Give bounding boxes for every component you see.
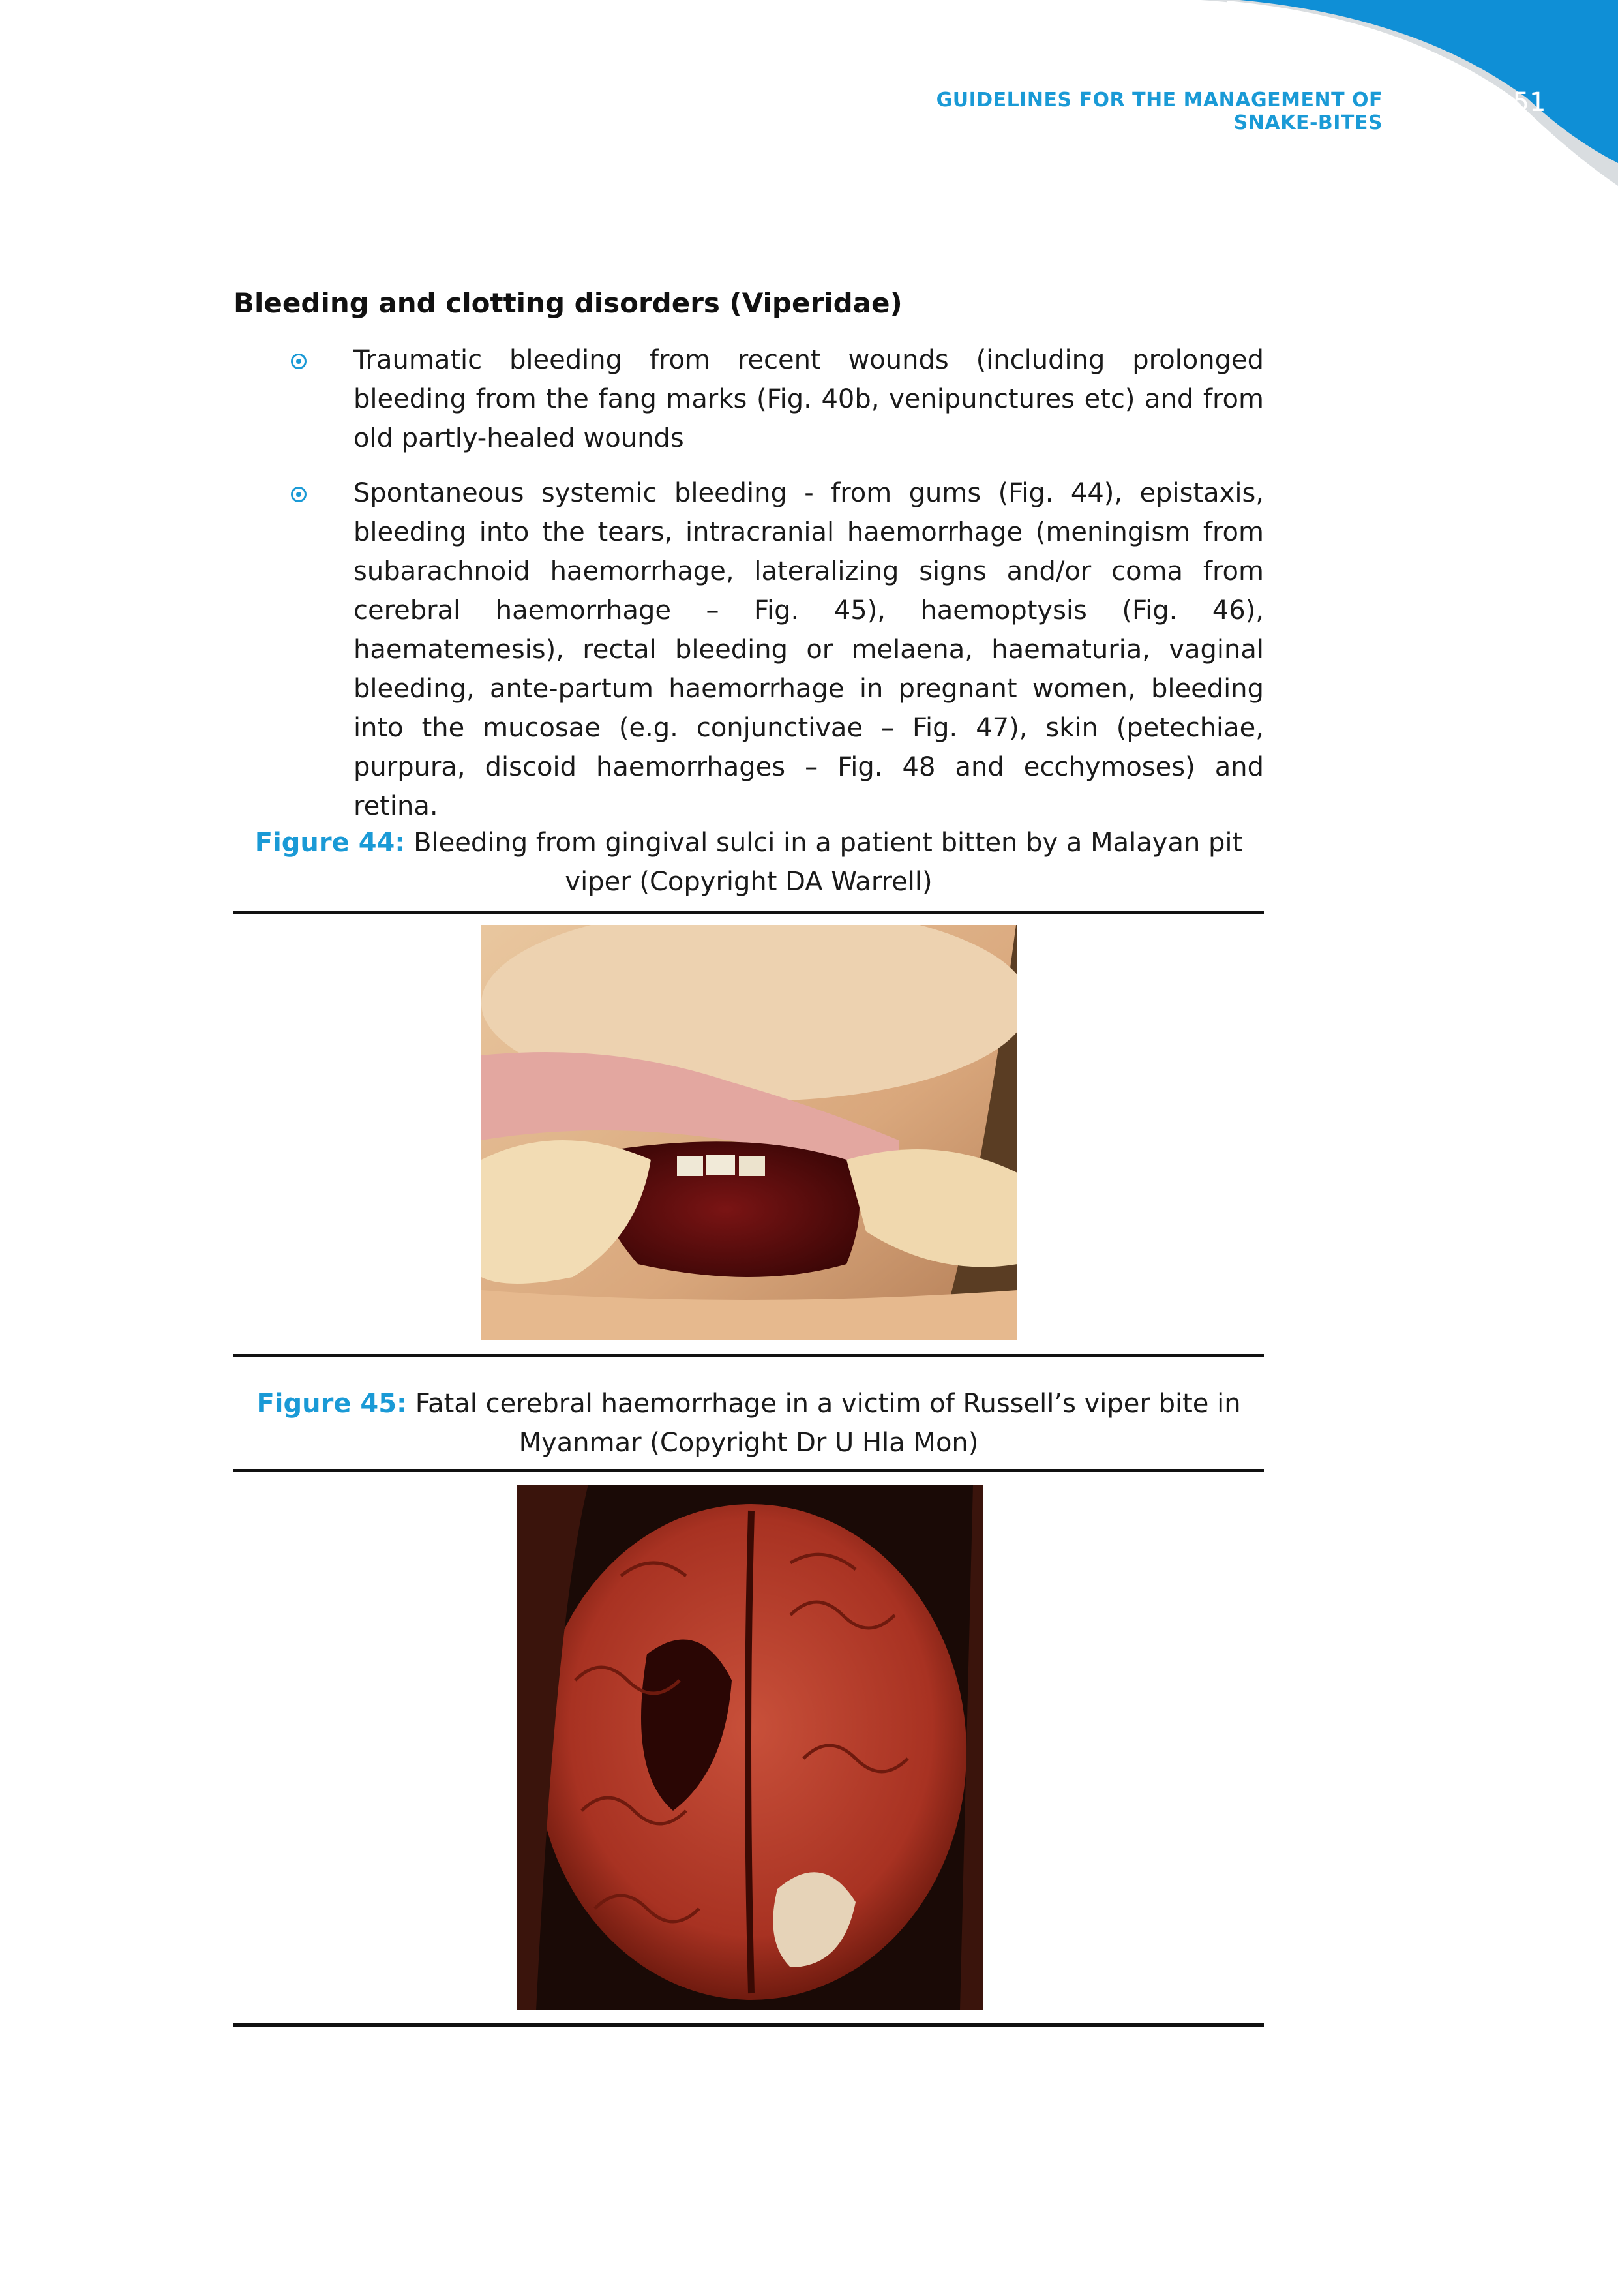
figure-45-bottom-rule — [233, 2023, 1264, 2027]
running-header-title: GUIDELINES FOR THE MANAGEMENT OF SNAKE-BITES — [936, 89, 1383, 134]
section-heading: Bleeding and clotting disorders (Viperidae) — [233, 287, 903, 319]
figure-45-label: Figure 45: — [256, 1389, 408, 1419]
circle-bullet-icon — [291, 487, 307, 502]
figure-45-caption — [233, 1384, 1264, 1462]
figure-44-caption-text: Bleeding from gingival sulci in a patient bitten by a Malayan pit viper (Copyright DA Warrell) — [413, 828, 1243, 897]
figure-44-label: Figure 44: — [254, 828, 406, 858]
page-number: 51 — [1512, 87, 1546, 117]
figure-44-photo — [481, 925, 1017, 1340]
figure-44-bottom-rule — [233, 1354, 1264, 1357]
list-item — [233, 340, 1264, 458]
circle-bullet-icon — [291, 354, 307, 369]
bullet-text: Traumatic bleeding from recent wounds (including prolonged bleeding from the fang marks (Fig. 40b, venipunctures etc) and from old partly-healed wounds — [353, 345, 1264, 453]
bullet-text: Spontaneous systemic bleeding - from gums (Fig. 44), epistaxis, bleeding into the tears, intracranial haemorrhage (meningism from subarachnoid haemorrhage, lateralizing signs and/or coma from cerebral haemorrhage – Fig. 45), haemoptysis (Fig. 46), haematemesis), rectal bleeding or melaena, haematuria, vaginal bleeding, ante-partum haemorrhage in pregnant women, bleeding into the mucosae (e.g. conjunctivae – Fig. 47), skin (petechiae, purpura, discoid haemorrhages – Fig. 48 and ecchymoses) and retina. — [353, 478, 1264, 821]
figure-45-top-rule — [233, 1469, 1264, 1472]
bullet-list — [233, 340, 1264, 841]
list-item — [233, 474, 1264, 826]
figure-44-top-rule — [233, 911, 1264, 914]
figure-45-caption-text: Fatal cerebral haemorrhage in a victim of Russell’s viper bite in Myanmar (Copyright Dr U Hla Mon) — [415, 1389, 1241, 1458]
figure-44-caption — [233, 823, 1264, 901]
figure-45-photo — [517, 1485, 983, 2010]
